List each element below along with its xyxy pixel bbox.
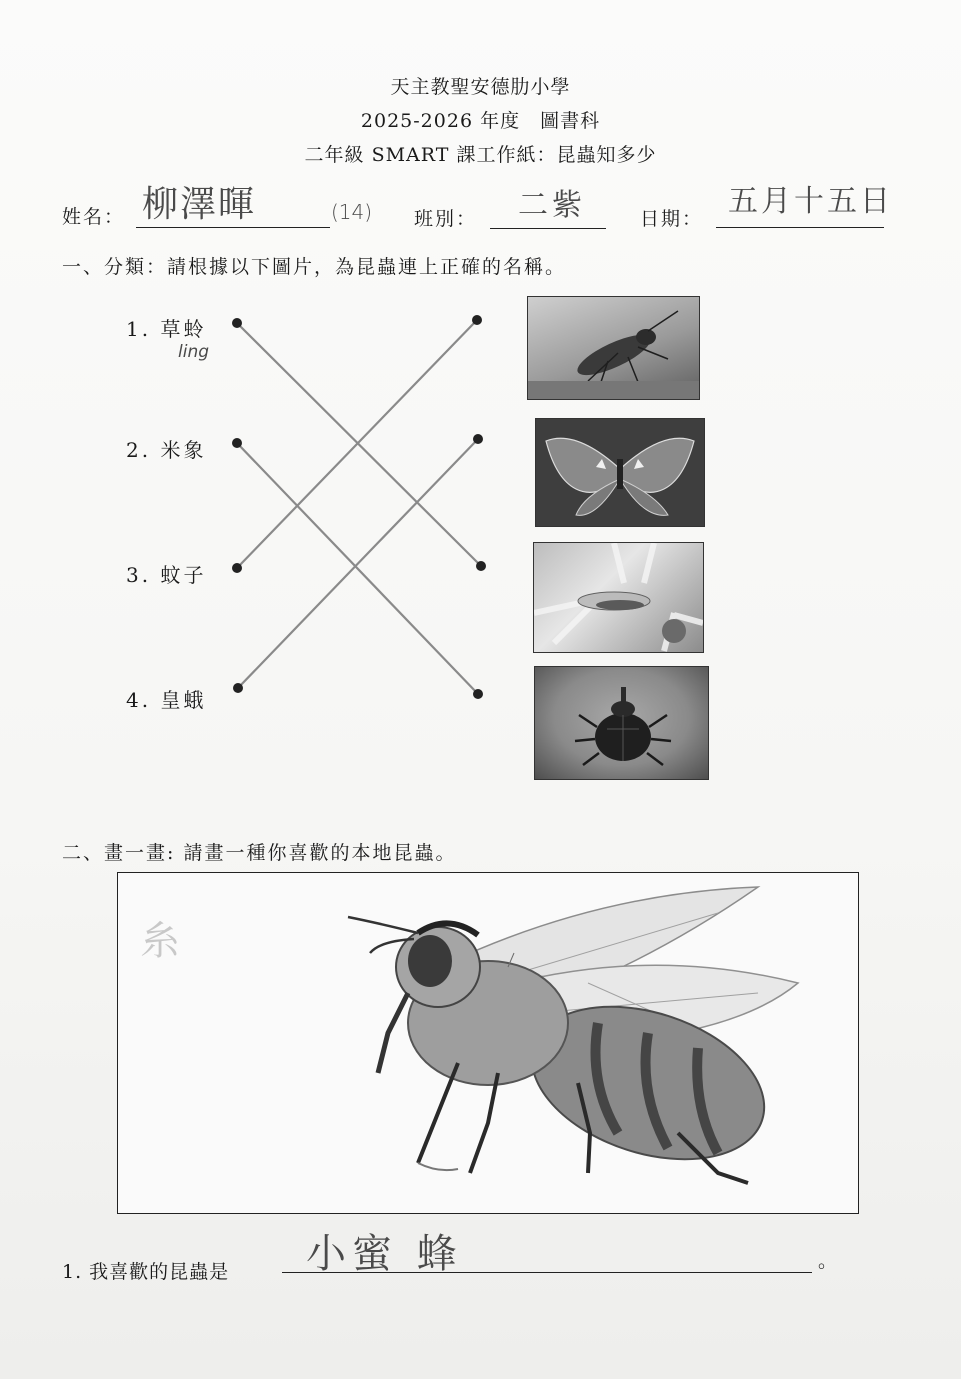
dot-left-4 xyxy=(233,683,243,693)
bee-drawing xyxy=(118,873,858,1213)
class-number: (14) xyxy=(331,200,373,224)
section1-title: 一、分類：請根據以下圖片，為昆蟲連上正確的名稱。 xyxy=(62,256,567,278)
mosquito-photo xyxy=(527,296,700,400)
item-3: 3. 蚊子 xyxy=(126,563,207,587)
line-2-to-4 xyxy=(237,443,478,694)
item-1-note: ling xyxy=(178,342,210,362)
name-label: 姓名： xyxy=(62,206,126,228)
section2-title: 二、畫一畫: 請畫一種你喜歡的本地昆蟲。 xyxy=(62,842,457,864)
dot-left-2 xyxy=(232,438,242,448)
dot-left-3 xyxy=(232,563,242,573)
date-value: 五月十五日 xyxy=(728,184,893,219)
line-3-to-1 xyxy=(237,320,477,568)
answer-prompt: 1. 我喜歡的昆蟲是 xyxy=(62,1261,230,1283)
dot-right-3 xyxy=(476,561,486,571)
dot-right-2 xyxy=(473,434,483,444)
lacewing-photo xyxy=(533,542,704,653)
dot-left-1 xyxy=(232,318,242,328)
item-4: 4. 皇蛾 xyxy=(126,688,207,712)
date-label: 日期： xyxy=(640,208,704,230)
atlas-moth-photo xyxy=(535,418,705,527)
name-value: 柳澤暉 xyxy=(142,184,257,225)
class-value: 二紫 xyxy=(518,188,586,223)
item-1: 1. 草蛉 xyxy=(126,317,207,341)
line-4-to-2 xyxy=(238,439,478,688)
item-2: 2. 米象 xyxy=(126,438,207,462)
dot-right-1 xyxy=(472,315,482,325)
worksheet-title: 二年級 SMART 課工作紙：昆蟲知多少 xyxy=(304,144,657,166)
answer-value: 小蜜 蜂 xyxy=(306,1231,463,1277)
answer-end: 。 xyxy=(818,1250,840,1272)
answer-underline xyxy=(282,1272,812,1273)
sketch-mark: 糸 xyxy=(140,918,180,964)
year-subject: 2025-2026 年度 圖書科 xyxy=(360,110,601,132)
drawing-box xyxy=(117,872,859,1214)
dot-right-4 xyxy=(473,689,483,699)
school-name: 天主教聖安德肋小學 xyxy=(390,76,571,98)
class-label: 班別： xyxy=(414,208,478,230)
weevil-photo xyxy=(534,666,709,780)
